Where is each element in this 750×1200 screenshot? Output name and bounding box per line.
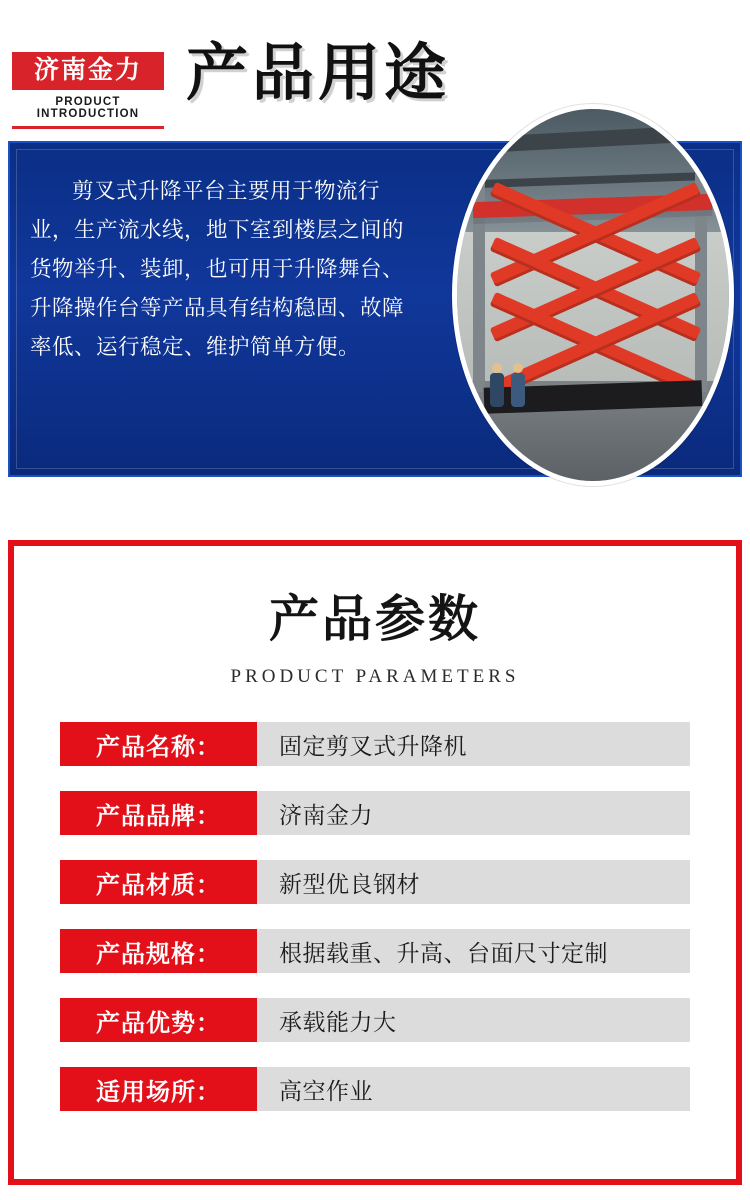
param-label: 产品品牌： <box>60 791 257 835</box>
brand-name-en: PRODUCT INTRODUCTION <box>36 96 140 120</box>
parameters-title: 产品参数 <box>269 590 481 648</box>
param-value: 高空作业 <box>279 1078 373 1105</box>
photo-column <box>473 161 485 392</box>
param-value: 承载能力大 <box>279 1009 397 1036</box>
param-label: 产品材质： <box>60 860 257 904</box>
table-row <box>60 998 690 1042</box>
parameters-subtitle: PRODUCT PARAMETERS <box>230 666 520 687</box>
param-label: 产品名称： <box>60 722 257 766</box>
table-row <box>60 860 690 904</box>
product-parameters-section <box>8 540 742 1185</box>
page-title: 产品用途 <box>186 36 451 109</box>
param-label: 适用场所： <box>60 1067 257 1111</box>
param-value: 济南金力 <box>279 802 373 829</box>
table-row <box>60 791 690 835</box>
table-row <box>60 1067 690 1111</box>
brand-name-cn: 济南金力 <box>12 52 164 90</box>
photo-worker <box>511 373 525 407</box>
brand-badge <box>12 52 164 129</box>
table-row <box>60 722 690 766</box>
brand-underline <box>12 126 164 129</box>
photo-scissor-mechanism <box>495 221 696 392</box>
param-value: 根据载重、升高、台面尺寸定制 <box>279 940 608 967</box>
param-value: 新型优良钢材 <box>279 871 420 898</box>
photo-worker <box>490 373 504 407</box>
parameters-list <box>14 722 736 1111</box>
product-photo <box>452 104 734 486</box>
intro-paragraph: 剪叉式升降平台主要用于物流行业，生产流水线，地下室到楼层之间的货物举升、装卸，也可用于升降舞台、升降操作台等产品具有结构稳固、故障率低、运行稳定、维护简单方便。 <box>30 179 405 360</box>
product-introduction-section <box>0 0 750 510</box>
param-label: 产品优势： <box>60 998 257 1042</box>
param-label: 产品规格： <box>60 929 257 973</box>
param-value: 固定剪叉式升降机 <box>279 733 467 760</box>
photo-worker-head <box>513 363 523 373</box>
table-row <box>60 929 690 973</box>
photo-worker-head <box>492 363 502 373</box>
